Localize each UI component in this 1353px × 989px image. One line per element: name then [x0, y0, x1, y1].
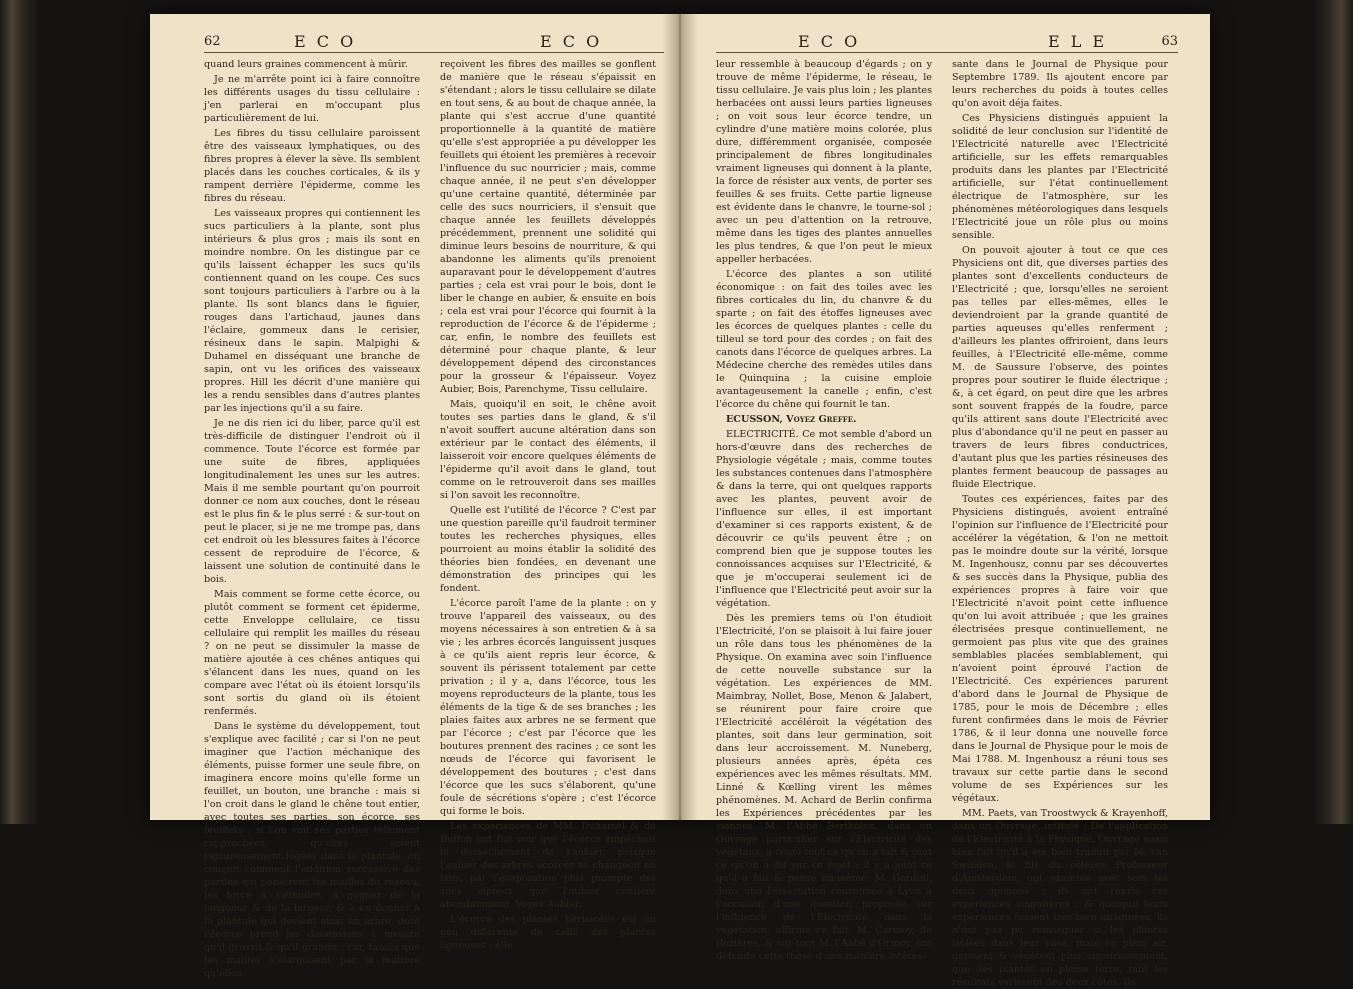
paragraph: Mais comment se forme cette écorce, ou plutôt comment se forment cet épiderme, cette Enveloppe cellulaire, ce tissu cellulaire qui remplit les mailles du réseau ? on ne peut se dissimuler la masse de matière ajoutée à ces chênes antiques qui s'élancent dans les nues, quand on les compare avec l'état où ils étoient lorsqu'ils sont sortis du gland où ils étoient renfermés.	[204, 589, 420, 717]
page-number: 62	[204, 34, 221, 49]
entry-heading: ECUSSON, Voyez Greffe.	[726, 414, 857, 425]
header-word: E L E	[1048, 32, 1108, 51]
paragraph: L'écorce paroît l'ame de la plante : on y trouve l'appareil des vaisseaux, ou des moyens nécessaires à son entretien & à sa vie ; les arbres écorcés languissent jusques à ce qu'ils aient repris leur écorce, & souvent ils périssent totalement par cette privation ; il y a, dans l'écorce, tous les moyens reproducteurs de la plante, tous les éléments de la tige & de ses branches ; les plaies faites aux arbres ne se ferment que par l'écorce ; c'est par l'écorce que les boutures prennent des racines ; ce sont les nœuds de l'écorce qui favorisent le développement des boutures ; c'est dans l'écorce que les sucs s'élaborent, qu'une foule de sécrétions s'opère ; c'est l'écorce qui forme le bois.	[440, 598, 656, 817]
paragraph: Dans le système du développement, tout s'explique avec facilité ; car si l'on ne peut imaginer que l'action méchanique des éléments, puisse former une seule fibre, on imaginera encore moins qu'elle forme un feuillet, un bouton, une branche : mais si l'on croit dans le gland le chêne tout entier, avec toutes ses parties, son écorce, ses feuillets ; si l'on voit ses parties tellement rapprochées, qu'elles soient rigoureusement logées dans la plantule, on conçoit comment l'addition successive des parties qui pénètrent les mailles du réseau, les force à s'étendre, à gagner de la longueur & de la largeur, & à en donner à la plantule qui devient ainsi un arbre, dont l'écorce prend les dimensions à mesure qu'il grossit & qu'il grandit ; car, tandis que les mailles s'élargissent par la matière qu'elles	[204, 721, 420, 979]
paragraph: leur ressemble à beaucoup d'égards ; on y trouve de même l'épiderme, le réseau, le tissu cellulaire. Je vais plus loin ; les plantes herbacées ont aussi leurs parties ligneuses ; on voit sous leur écorce tendre, un cylindre d'une matière moins colorée, plus dure, différemment organisée, composée principalement de fibres longitudinales vraiment ligneuses qui donnent à la plante, la force de résister aux vents, de porter ses feuilles & ses fruits. Cette partie ligneuse est évidente dans le chanvre, le tourne-sol ; avec un peu d'attention on la retrouve, même dans les tiges des plantes annuelles les plus tendres, & que l'on peut le mieux appeller herbacées.	[716, 59, 932, 265]
text-column	[440, 58, 656, 951]
paragraph: reçoivent les fibres des mailles se gonflent de manière que le réseau s'épaissit en s'étendant ; alors le tissu cellulaire se dilate en tout sens, & au bout de chaque année, la plante qui s'est accrue d'une quantité proportionnelle à la quantité de matière qu'elle s'est appropriée a pu développer les feuillets qui étoient les premières à recevoir l'influence du suc nourricier ; mais, comme chaque année, il ne peut s'en développer qu'une certaine quantité, déterminée par celle des sucs nourriciers, il s'ensuit que chaque année les feuillets développés précédemment, prennent une solidité qui diminue leurs besoins de nourriture, & qui abandonne les aliments qu'ils prenoient auparavant pour le développement d'autres parties ; cela est vrai pour le bois, dont le liber le change en aubier, & ensuite en bois ; cela est vrai pour l'écorce qui fournit à la reproduction de l'écorce & de l'épiderme ; car, enfin, le nombre des feuillets est déterminé pour chaque plante, & leur développement dépend des circonstances pour la grosseur & l'épaisseur. Voyez Aubier, Bois, Parenchyme, Tissu cellulaire.	[440, 59, 656, 395]
paragraph: Les expériences de MM. Duhamel & de Buffon ont fait voir que l'écorce empêchoit le dessèchement de l'aubier, puisque l'aubier des arbres écorcés se changeoit en bois, par l'évaporation plus prompte des sucs aqueux que l'aubier contient abondamment. Voyez Aubier.	[440, 821, 656, 910]
paragraph: L'écorce des plantes herbacées est un peu différente de celle des plantes ligneuses : elle	[440, 914, 656, 951]
paragraph: Ces Physiciens distingués appuient la solidité de leur conclusion sur l'identité de l'Electricité naturelle avec l'Electricité artificielle, sur les effets remarquables produits dans les plantes par l'Electricité artificielle, sur l'état continuellement électrique de l'atmosphère, sur les phénomènes météorologiques dans lesquels l'Electricité joue un rôle plus ou moins sensible.	[952, 113, 1168, 241]
paragraph: MM. Paets, van Troostwyck & Krayenhoff, dans un Ouvrage, intitulé : De l'application de l'Electricité à la Physique, Ouvrage aussi bien fait qu'il a été bien traduit par M. van Swinden, le fils du célèbre Professeur d'Amsterdam, ont examiné avec soin les deux opinions ; ils ont repris ces expériences singulières ; & quoique leurs expériences fussent très-bien imaginées, ils n'ont pas pu remarquer si les plantes isolées dans leur vase, mais en plein air, germent & végètent plus vigoureusement, que des plantes en pleine terre, tant les résultats varièrent des deux côtés. Ils	[952, 808, 1168, 988]
open-book-spread	[150, 14, 1210, 988]
header-word: E C O	[294, 32, 357, 51]
header-rule	[204, 52, 664, 53]
paragraph: Les fibres du tissu cellulaire paroissent être des vaisseaux lymphatiques, ou des fibres propres à élever la sève. Ils semblent placés dans les couches corticales, & ils y rampent derrière l'épiderme, comme les fibres du réseau.	[204, 128, 420, 204]
page-number: 63	[1161, 34, 1178, 49]
text-column	[716, 58, 932, 962]
running-header	[204, 32, 664, 52]
paragraph: Les vaisseaux propres qui contiennent les sucs particuliers à la plante, sont plus intérieurs & plus gros ; mais ils sont en moindre nombre. On les distingue par ce qu'ils laissent échapper les sucs qu'ils contiennent quand on les coupe. Ces sucs sont toujours particuliers à l'arbre ou à la plante. Ils sont blancs dans le figuier, rouges dans l'artichaud, jaunes dans l'éclaire, gommeux dans le cerisier, résineux dans le sapin. Malpighi & Duhamel en disséquant une branche de sapin, ont vu les orifices des vaisseaux propres. Hill les décrit d'une manière qui les a rendu sensibles dans d'autres plantes par les injections qu'il a su faire.	[204, 208, 420, 414]
book-gutter	[662, 14, 698, 820]
header-word: E C O	[540, 32, 603, 51]
running-header	[716, 32, 1178, 52]
paragraph: Quelle est l'utilité de l'écorce ? C'est par une question pareille qu'il faudroit terminer toutes les recherches physiques, elles pourroient au moins établir la solidité des théories bien fondées, en devenant une démonstration des principes qui les fondent.	[440, 505, 656, 594]
paragraph: L'écorce des plantes a son utilité économique : on fait des toiles avec les fibres corticales du lin, du chanvre & du sparte ; on fait des étoffes ligneuses avec les écorces de quelques plantes : celle du tilleul se tord pour des cordes ; on fait des canots dans l'écorce de quelques arbres. La Médecine cherche des remèdes utiles dans le Quinquina ; la cuisine emploie avantageusement la canelle ; enfin, c'est l'écorce du chêne qui fournit le tan.	[716, 269, 932, 410]
paragraph: quand leurs graines commencent à mûrir.	[204, 59, 408, 70]
right-page	[716, 32, 1178, 988]
left-page	[204, 32, 664, 979]
paragraph: Mais, quoiqu'il en soit, le chêne avoit toutes ses parties dans le gland, & s'il n'avoit souffert aucune altération dans son extérieur par le contact des éléments, il laisseroit voir encore quelques éléments de l'épiderme qu'il avoit dans le gland, tout comme on le retrouveroit dans ses mailles si l'on savoit les reconnoître.	[440, 399, 656, 501]
paragraph: sante dans le Journal de Physique pour Septembre 1789. Ils ajoutent encore par leurs recherches du poids à toutes celles qu'on avoit déja faites.	[952, 59, 1168, 109]
paragraph: Toutes ces expériences, faites par des Physiciens distingués, avoient entraîné l'opinion sur l'influence de l'Electricité pour accélérer la végétation, & l'on ne mettoit pas le moindre doute sur la vérité, lorsque M. Ingenhousz, connu par ses découvertes & ses succès dans la Physique, publia des expériences propres à faire voir que l'Electricité n'avoit point cette influence qu'on lui avoit attribuée ; que les graines électrisées presque continuellement, ne germoient pas plus vite que des graines semblables placées semblablement, qui n'avoient point éprouvé l'action de l'Electricité. Ces expériences parurent d'abord dans le Journal de Physique de 1785, pour le mois de Décembre ; elles furent confirmées dans le mois de Février 1786, & il leur donna une nouvelle force dans le Journal de Physique pour le mois de Mai 1788. M. Ingenhousz a réuni tous ses travaux sur cette partie dans le second volume de ses Expériences sur les végétaux.	[952, 494, 1168, 804]
paragraph: On pouvoit ajouter à tout ce que ces Physiciens ont dit, que diverses parties des plantes sont d'excellents conducteurs de l'Electricité ; que, lorsqu'elles ne seroient pas telles par elles-mêmes, elles le deviendroient par la grande quantité de parties aqueuses qu'elles renferment ; d'ailleurs les plantes offriroient, dans leurs feuilles, à l'Electricité elle-même, comme M. de Saussure l'observe, des pointes propres pour soutirer le fluide électrique ; &, à cet égard, on peut dire que les arbres sont souvent frappés de la foudre, parce qu'ils attirent sans doute l'Electricité avec plus d'abondance qu'il ne peut en passer au travers de leurs fibres conductrices, d'autant plus que les parties résineuses des plantes ferment beaucoup de passages au fluide Electrique.	[952, 245, 1168, 490]
text-column	[204, 58, 420, 979]
paragraph: Dès les premiers tems où l'on étudioit l'Electricité, l'on se plaisoit à lui faire jouer un rôle dans tous les phénomènes de la Physique. On examina avec soin l'influence de cette nouvelle substance sur la végétation. Les expériences de MM. Maimbray, Nollet, Bose, Menon & Jalabert, se réunirent pour faire croire que l'Electricité accéléroit la végétation des plantes, soit dans leur germination, soit dans leur accroissement. M. Nuneberg, plusieurs années après, épéta ces expériences avec les mêmes résultats. MM. Linné & Kœlling virent les mêmes phénomènes. M. Achard de Berlin confirma les Expériences précédentes par les siennes. M. l'Abbé Bertholon, dans un Ouvrage particulier sur l'Electricité des végétaux, a réuni tout ce qu'on a fait & tout ce qu'on a dit sur ce sujet ; il y a joint ce qu'il a fait & pensé lui-même. M. Gardini, dans une Dissertation couronnée à Lyon à l'occasion d'une question proposée sur l'influence de l'Electricité dans la végétation, affirme ce fait. M. Carmoy, de Rozières, & sur-tout M. l'Abbé d'Ormoy, ont défendu cette thèse d'une manière intéres-	[716, 613, 932, 962]
paragraph: Je ne m'arrête point ici à faire connoître les différents usages du tissu cellulaire : j'en parlerai en m'occupant plus particulièrement de lui.	[204, 74, 420, 124]
text-column	[952, 58, 1168, 988]
paragraph: ELECTRICITÉ. Ce mot semble d'abord un hors-d'œuvre dans des recherches de Physiologie végétale ; mais, comme toutes les substances contenues dans l'atmosphère & dans la terre, qui ont quelques rapports avec les plantes, peuvent avoir de l'influence sur elles, il est important d'examiner si ces rapports existent, & de découvrir ce qu'ils peuvent être ; on comprend bien que je suppose toutes les connoissances acquises sur l'Electricité, & que je m'occuperai seulement ici de l'influence que l'Electricité peut avoir sur la végétation.	[716, 429, 932, 609]
paragraph: Je ne dis rien ici du liber, parce qu'il est très-difficile de distinguer l'endroit où il commence. Toute l'écorce est formée par une suite de fibres, appliquées longitudinalement les unes sur les autres. Mais il me semble pourtant qu'on pourroit donner ce nom aux couches, dont le réseau est le plus fin & le plus serré : & sur-tout on peut le placer, si je ne me trompe pas, dans cet endroit où les blessures faites à l'écorce cessent de reproduire de l'écorce, & laissent une solution de continuité dans le bois.	[204, 418, 420, 585]
header-rule	[716, 52, 1178, 53]
header-word: E C O	[798, 32, 861, 51]
